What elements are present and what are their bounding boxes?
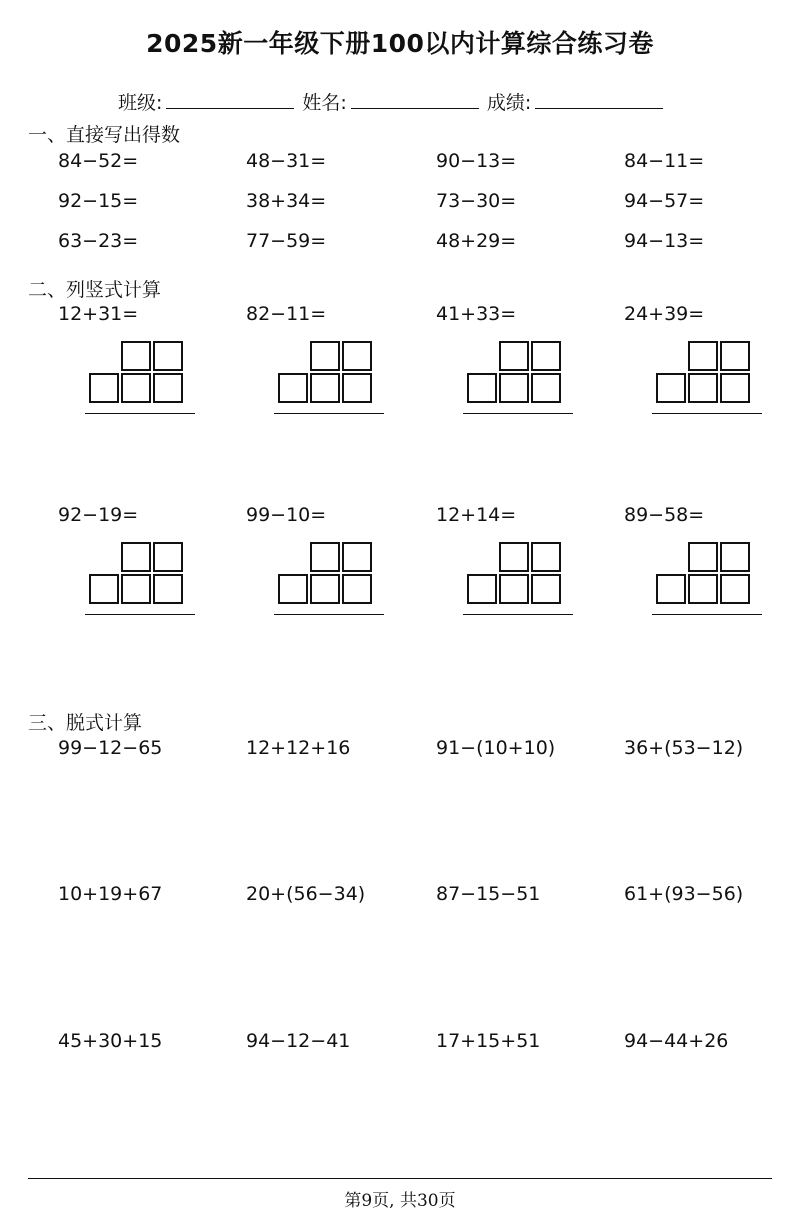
oral-problem: 92−15= [58, 190, 139, 212]
vertical-problem: 41+33= [436, 303, 517, 325]
answer-box [531, 373, 561, 403]
answer-box [310, 542, 340, 572]
oral-problem: 48+29= [436, 230, 517, 252]
result-line [274, 614, 384, 615]
answer-box [499, 373, 529, 403]
answer-box [720, 341, 750, 371]
stepwise-problem: 94−12−41 [246, 1030, 351, 1052]
answer-box [121, 574, 151, 604]
result-line [85, 614, 195, 615]
oral-problem: 84−11= [624, 150, 705, 172]
oral-problem: 94−13= [624, 230, 705, 252]
vertical-problem: 12+14= [436, 504, 517, 526]
name-label: 姓名: [302, 92, 347, 114]
answer-box [342, 341, 372, 371]
answer-box [121, 373, 151, 403]
stepwise-problem: 91−(10+10) [436, 737, 556, 759]
score-blank [535, 90, 663, 109]
vertical-problem: 12+31= [58, 303, 139, 325]
score-label: 成绩: [486, 92, 532, 114]
stepwise-problem: 17+15+51 [436, 1030, 541, 1052]
result-line [274, 413, 384, 414]
stepwise-problem: 10+19+67 [58, 883, 163, 905]
answer-box [121, 542, 151, 572]
stepwise-problem: 94−44+26 [624, 1030, 729, 1052]
answer-box [467, 574, 497, 604]
stepwise-problem: 36+(53−12) [624, 737, 744, 759]
answer-box [153, 542, 183, 572]
answer-box [656, 373, 686, 403]
answer-box [720, 574, 750, 604]
result-line [652, 614, 762, 615]
answer-box [688, 373, 718, 403]
page-title: 2025新一年级下册100以内计算综合练习卷 [146, 29, 654, 58]
vertical-problem: 89−58= [624, 504, 705, 526]
result-line [463, 413, 573, 414]
oral-problem: 77−59= [246, 230, 327, 252]
vertical-problem: 99−10= [246, 504, 327, 526]
answer-box [688, 341, 718, 371]
answer-box [720, 373, 750, 403]
answer-box [499, 341, 529, 371]
oral-problem: 38+34= [246, 190, 327, 212]
oral-problem: 90−13= [436, 150, 517, 172]
stepwise-problem: 61+(93−56) [624, 883, 744, 905]
answer-box [499, 542, 529, 572]
answer-box [531, 542, 561, 572]
answer-box [342, 574, 372, 604]
stepwise-problem: 87−15−51 [436, 883, 541, 905]
stepwise-problem: 45+30+15 [58, 1030, 163, 1052]
result-line [652, 413, 762, 414]
section-3-heading: 三、脱式计算 [28, 712, 143, 734]
answer-box [656, 574, 686, 604]
answer-box [278, 373, 308, 403]
answer-box [720, 542, 750, 572]
oral-problem: 94−57= [624, 190, 705, 212]
oral-problem: 73−30= [436, 190, 517, 212]
answer-box [153, 341, 183, 371]
name-blank [351, 90, 479, 109]
section-2-heading: 二、列竖式计算 [28, 279, 162, 301]
answer-box [688, 574, 718, 604]
section-1-heading: 一、直接写出得数 [28, 124, 181, 146]
stepwise-problem: 12+12+16 [246, 737, 351, 759]
answer-box [499, 574, 529, 604]
answer-box [121, 341, 151, 371]
result-line [85, 413, 195, 414]
answer-box [153, 574, 183, 604]
answer-box [467, 373, 497, 403]
class-label: 班级: [118, 92, 163, 114]
answer-box [310, 341, 340, 371]
class-blank [166, 90, 294, 109]
footer-divider [28, 1178, 772, 1179]
oral-problem: 48−31= [246, 150, 327, 172]
answer-box [531, 574, 561, 604]
answer-box [310, 574, 340, 604]
answer-box [342, 373, 372, 403]
answer-box [310, 373, 340, 403]
vertical-problem: 92−19= [58, 504, 139, 526]
answer-box [153, 373, 183, 403]
result-line [463, 614, 573, 615]
stepwise-problem: 20+(56−34) [246, 883, 366, 905]
student-info-row [118, 88, 671, 115]
answer-box [89, 574, 119, 604]
stepwise-problem: 99−12−65 [58, 737, 163, 759]
oral-problem: 84−52= [58, 150, 139, 172]
oral-problem: 63−23= [58, 230, 139, 252]
page-number: 第9页, 共30页 [344, 1191, 456, 1211]
answer-box [89, 373, 119, 403]
answer-box [278, 574, 308, 604]
vertical-problem: 24+39= [624, 303, 705, 325]
answer-box [342, 542, 372, 572]
answer-box [531, 341, 561, 371]
answer-box [688, 542, 718, 572]
vertical-problem: 82−11= [246, 303, 327, 325]
